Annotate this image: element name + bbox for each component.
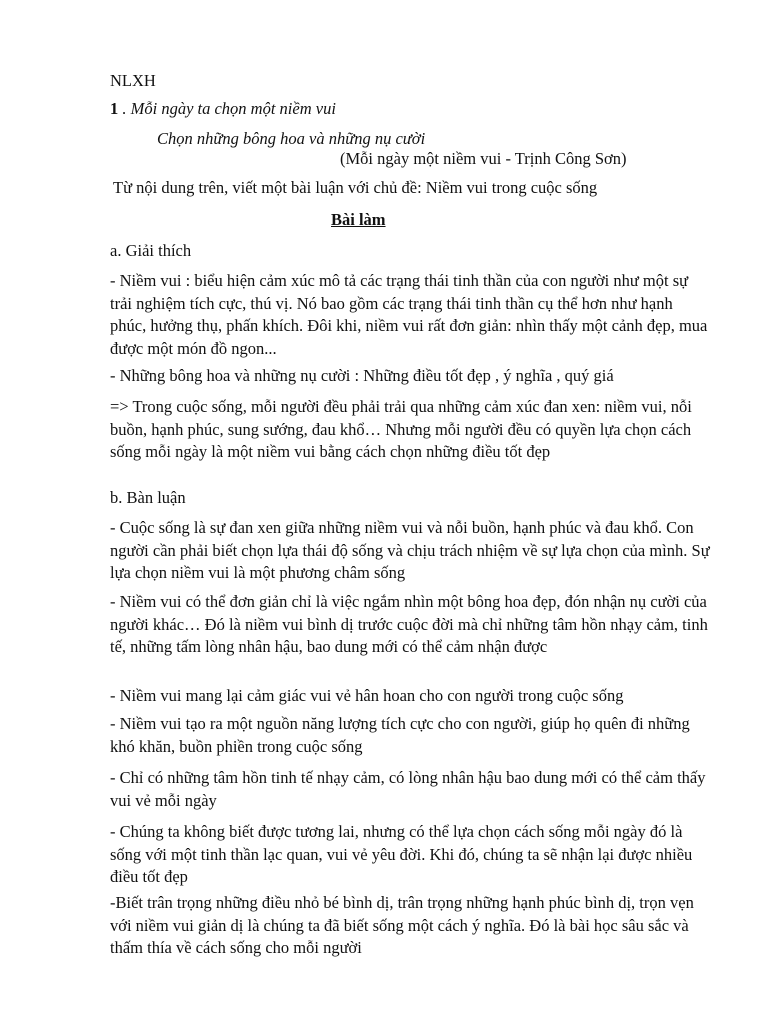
- paragraph-a2: - Những bông hoa và những nụ cười : Những điều tốt đẹp , ý nghĩa , quý giá: [110, 366, 614, 385]
- paragraph-a3: => Trong cuộc sống, mỗi người đều phải trải qua những cảm xúc đan xen: niềm vui, nỗi buồn, hạnh phúc, sung sướng, đau khổ… Nhưng mỗi người đều có quyền lựa chọn cách sống mỗi ngày là một niềm vui bằng cách chọn những điều tốt đẹp: [110, 397, 692, 461]
- paragraph-b1: - Cuộc sống là sự đan xen giữa những niềm vui và nỗi buồn, hạnh phúc và đau khổ. Con người cần phải biết chọn lựa thái độ sống và chịu trách nhiệm về sự lựa chọn của mình. Sự lựa chọn niềm vui là một phương châm sống: [110, 518, 710, 582]
- paragraph-b2: - Niềm vui có thể đơn giản chỉ là việc ngắm nhìn một bông hoa đẹp, đón nhận nụ cười của người khác… Đó là niềm vui bình dị trước cuộc đời mà chỉ những tâm hồn nhạy cảm, tinh tế, những tấm lòng nhân hậu, bao dung mới có thể cảm nhận được: [110, 592, 708, 656]
- paragraph-b3: - Niềm vui mang lại cảm giác vui vẻ hân hoan cho con người trong cuộc sống: [110, 686, 624, 705]
- section-b-heading: b. Bàn luận: [110, 488, 186, 507]
- question-number: 1: [110, 99, 119, 118]
- paragraph-b6: - Chúng ta không biết được tương lai, nhưng có thể lựa chọn cách sống mỗi ngày đó là sống với một tinh thần lạc quan, vui vẻ yêu đời. Khi đó, chúng ta sẽ nhận lại được nhiều điều tốt đẹp: [110, 822, 693, 886]
- section-a-heading: a. Giải thích: [110, 241, 192, 260]
- paragraph-b7: -Biết trân trọng những điều nhỏ bé bình dị, trân trọng những hạnh phúc bình dị, trọn vẹn với niềm vui giản dị là chúng ta đã biết sống một cách ý nghĩa. Đó là bài học sâu sắc và thấm thía về cách sống cho mỗi người: [110, 893, 694, 957]
- essay-title: Bài làm: [331, 210, 386, 229]
- quote-line-1: . Mỗi ngày ta chọn một niềm vui: [122, 99, 336, 118]
- paragraph-b4: - Niềm vui tạo ra một nguồn năng lượng tích cực cho con người, giúp họ quên đi những khó khăn, buồn phiền trong cuộc sống: [110, 714, 690, 756]
- paragraph-a1: - Niềm vui : biểu hiện cảm xúc mô tả các trạng thái tinh thần của con người như một sự trải nghiệm tích cực, thú vị. Nó bao gồm các trạng thái tinh thần cụ thể hơn như hạnh phúc, hưởng thụ, phấn khích. Đôi khi, niềm vui rất đơn giản: nhìn thấy một cảnh đẹp, mua được một món đồ ngon...: [110, 271, 708, 358]
- question-line: [110, 101, 336, 118]
- document-header: NLXH: [110, 71, 156, 90]
- essay-prompt: Từ nội dung trên, viết một bài luận với chủ đề: Niềm vui trong cuộc sống: [113, 178, 598, 197]
- paragraph-b5: - Chỉ có những tâm hồn tinh tế nhạy cảm, có lòng nhân hậu bao dung mới có thể cảm thấy vui vẻ mỗi ngày: [110, 768, 706, 810]
- quote-source: (Mỗi ngày một niềm vui - Trịnh Công Sơn): [340, 149, 627, 168]
- quote-line-2: Chọn những bông hoa và những nụ cười: [157, 129, 426, 148]
